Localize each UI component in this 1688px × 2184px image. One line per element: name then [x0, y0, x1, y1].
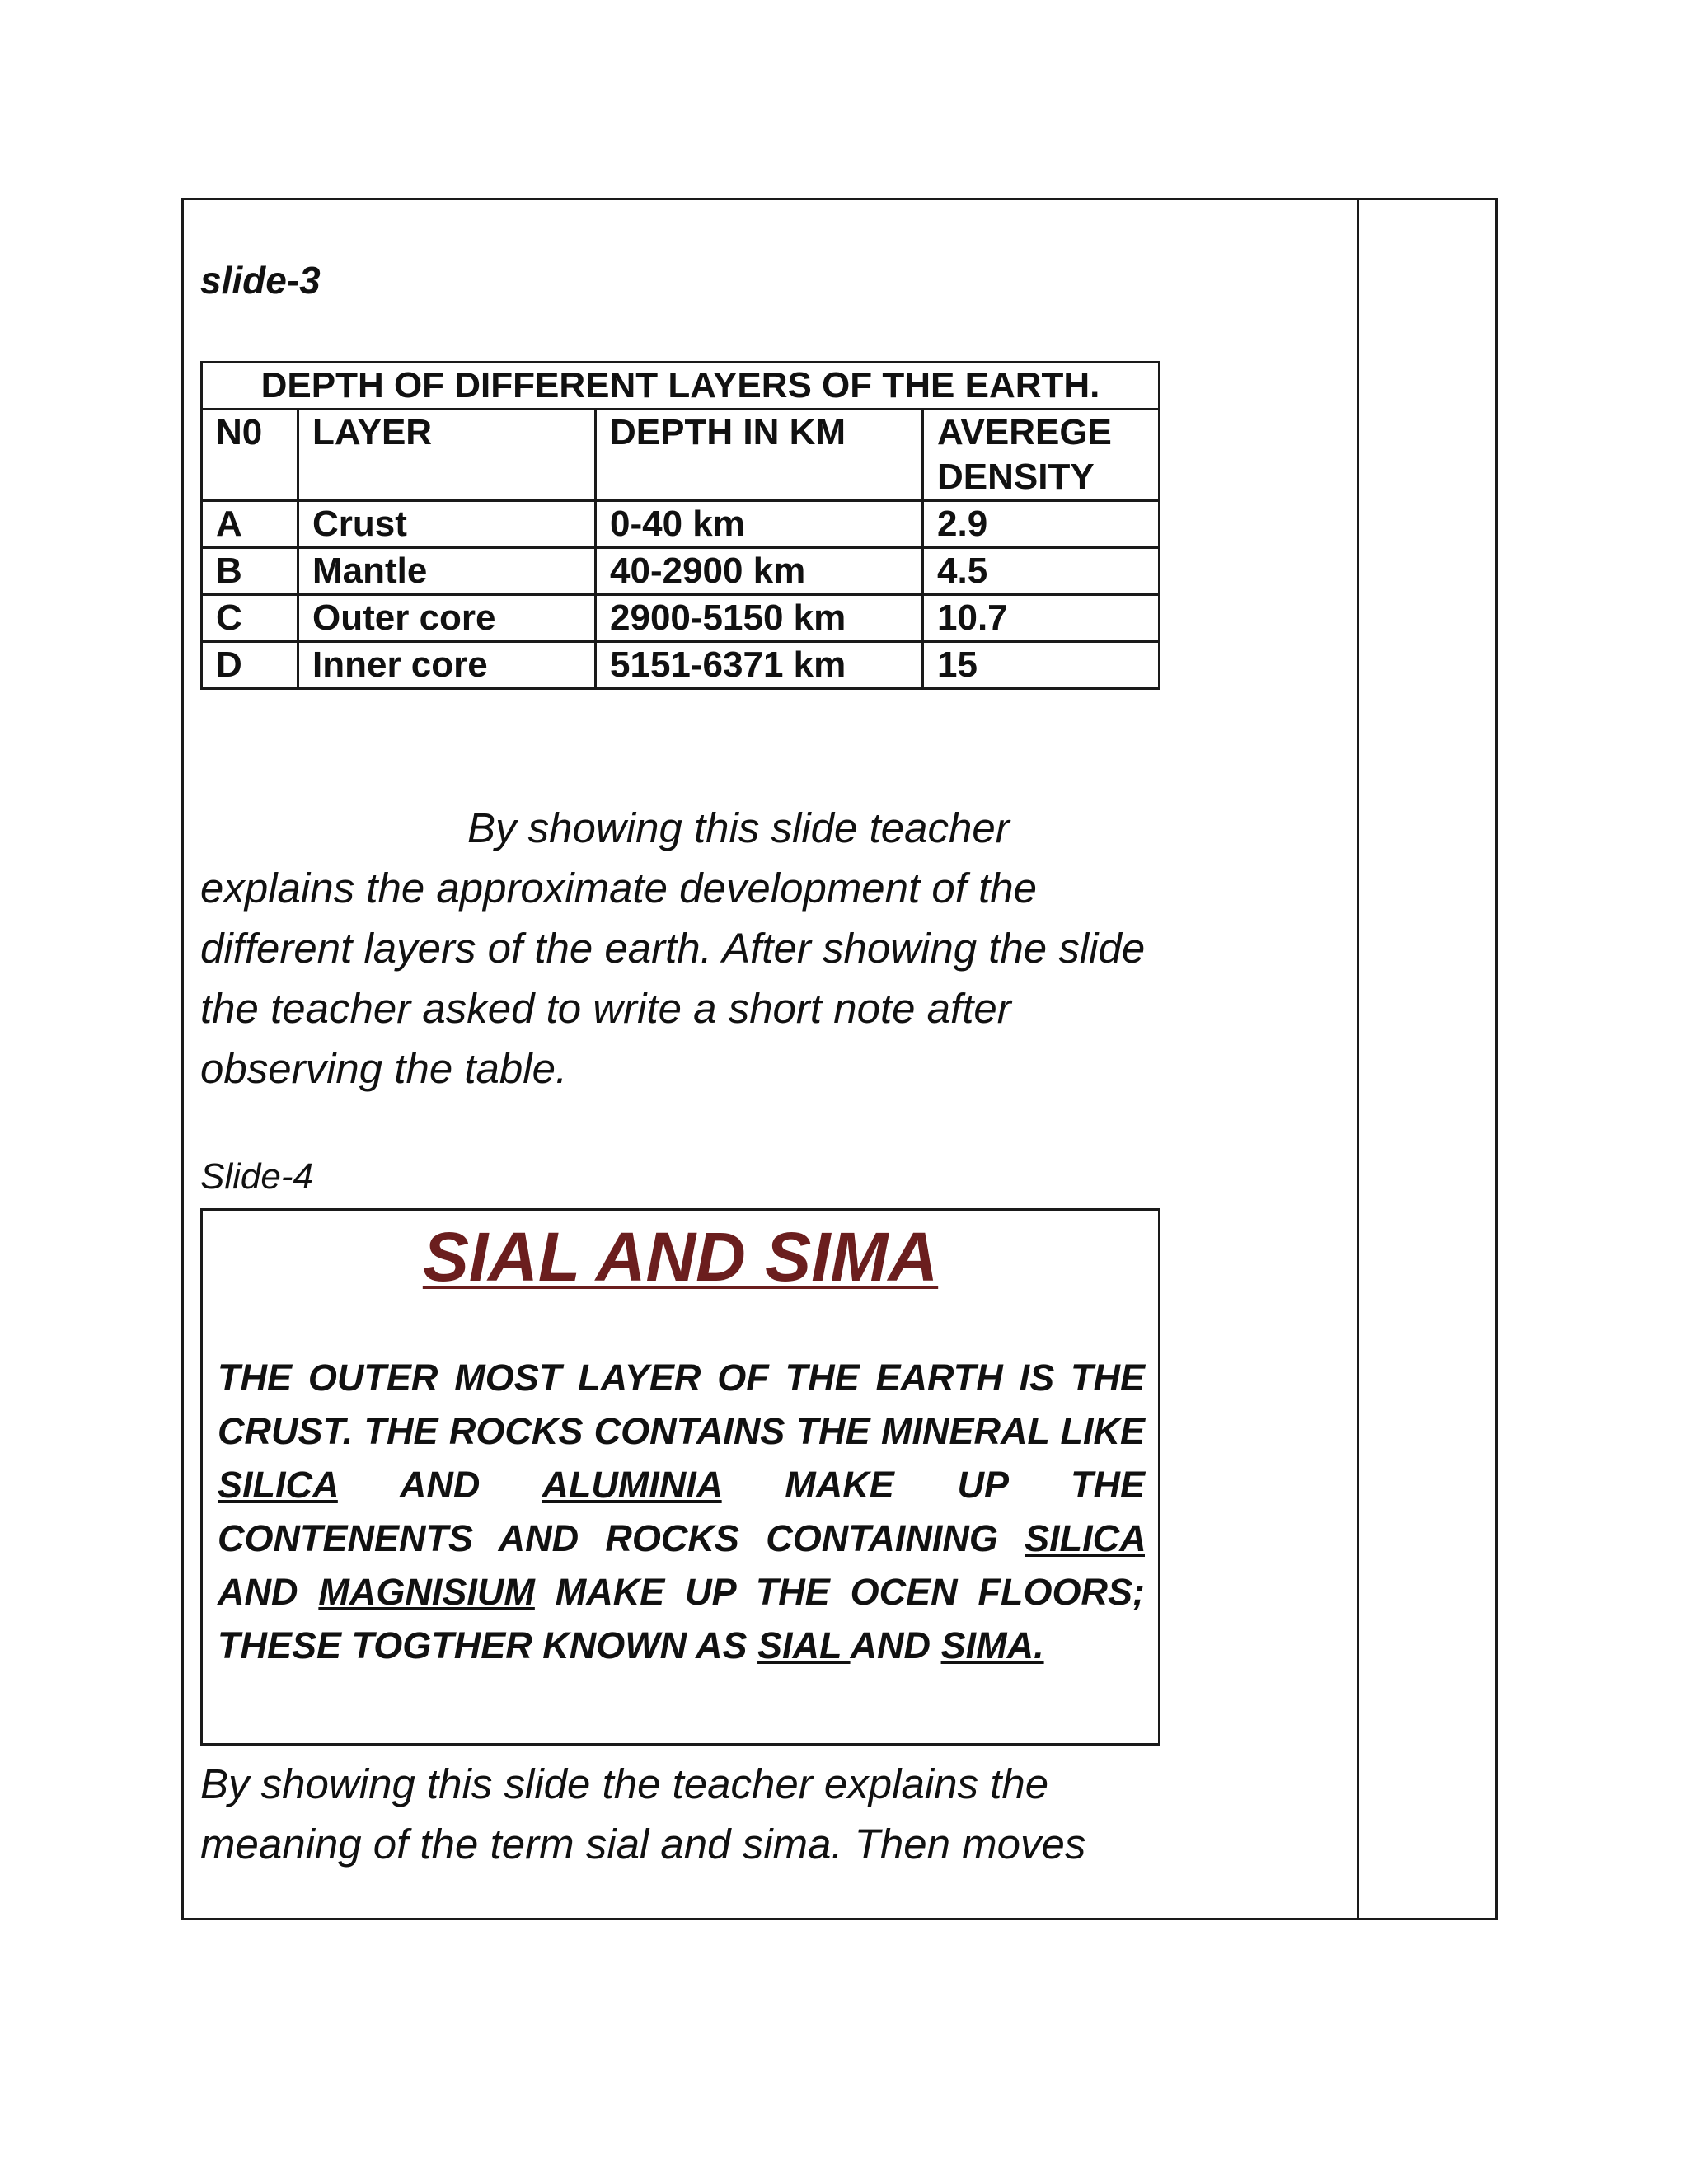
body-text: AND	[337, 1464, 542, 1506]
cell-density: 10.7	[923, 595, 1160, 642]
table-title: DEPTH OF DIFFERENT LAYERS OF THE EARTH.	[202, 363, 1160, 410]
header-no: N0	[202, 410, 298, 501]
slide-3-teacher-note	[200, 798, 1156, 1099]
cell-layer: Mantle	[298, 548, 596, 595]
term-silica: SILICA	[1025, 1517, 1145, 1559]
body-text: AND	[218, 1571, 319, 1613]
lesson-table-frame	[181, 198, 1498, 1920]
term-sima: SIMA.	[940, 1624, 1044, 1666]
lesson-content-column	[184, 200, 1357, 1918]
slide-3-label: slide-3	[200, 259, 321, 302]
cell-depth: 5151-6371 km	[596, 642, 923, 689]
header-layer: LAYER	[298, 410, 596, 501]
slide-4-teacher-note: By showing this slide the teacher explains the meaning of the term sial and sima. Then moves	[200, 1760, 1086, 1868]
earth-layers-table	[200, 361, 1160, 690]
cell-no: C	[202, 595, 298, 642]
header-depth: DEPTH IN KM	[596, 410, 923, 501]
term-magnisium: MAGNISIUM	[318, 1571, 535, 1613]
cell-layer: Crust	[298, 501, 596, 548]
table-row	[202, 501, 1160, 548]
table-row	[202, 642, 1160, 689]
cell-layer: Inner core	[298, 642, 596, 689]
term-sial: SIAL	[757, 1624, 851, 1666]
cell-density: 2.9	[923, 501, 1160, 548]
term-aluminia: ALUMINIA	[542, 1464, 722, 1506]
cell-layer: Outer core	[298, 595, 596, 642]
slide-4-box	[200, 1208, 1160, 1746]
note-first-line: By showing this slide teacher	[467, 804, 1010, 851]
header-density: AVEREGE DENSITY	[923, 410, 1160, 501]
table-title-row	[202, 363, 1160, 410]
cell-depth: 2900-5150 km	[596, 595, 923, 642]
slide-4-label: Slide-4	[200, 1156, 313, 1197]
cell-depth: 40-2900 km	[596, 548, 923, 595]
table-row	[202, 548, 1160, 595]
table-row	[202, 595, 1160, 642]
body-text: THE OUTER MOST LAYER OF THE EARTH IS THE CRUST. THE ROCKS CONTAINS THE MINERAL LIKE	[218, 1357, 1145, 1452]
body-text: MAKE UP THE CONTENENTS AND ROCKS CONTAINING	[218, 1464, 1145, 1559]
body-text: MAKE UP THE OCEN FLOORS; THESE TOGTHER KNOWN AS	[218, 1571, 1145, 1666]
cell-no: B	[202, 548, 298, 595]
sial-sima-title: SIAL AND SIMA	[422, 1218, 939, 1296]
term-silica: SILICA	[218, 1464, 338, 1506]
sial-sima-body	[218, 1351, 1145, 1672]
cell-density: 4.5	[923, 548, 1160, 595]
cell-density: 15	[923, 642, 1160, 689]
cell-no: A	[202, 501, 298, 548]
cell-no: D	[202, 642, 298, 689]
note-rest: explains the approximate development of the different layers of the earth. After showing the slide the teacher asked to write a short note after observing the table.	[200, 865, 1146, 1092]
column-divider	[1357, 200, 1359, 1918]
body-text: AND	[850, 1624, 941, 1666]
cell-depth: 0-40 km	[596, 501, 923, 548]
table-header-row	[202, 410, 1160, 501]
